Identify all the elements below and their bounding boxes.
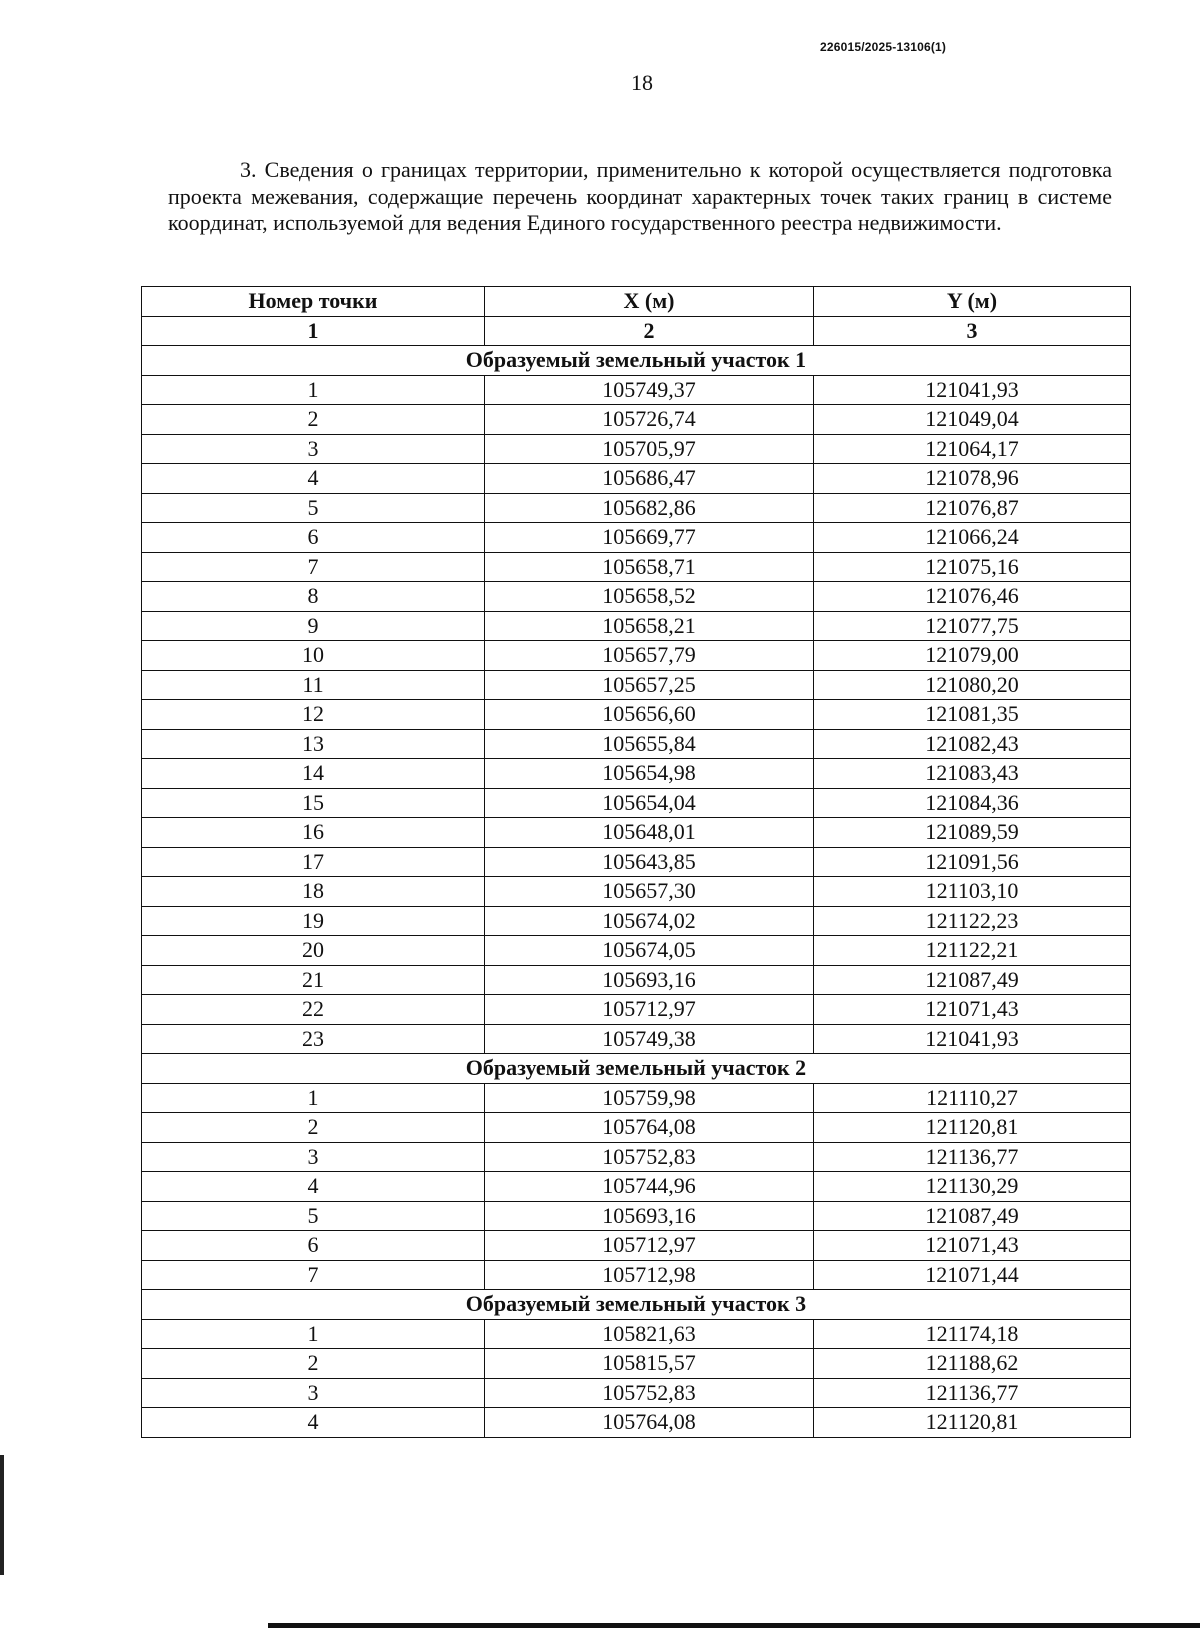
x-coordinate-cell: 105744,96 <box>485 1172 814 1202</box>
point-number-cell: 23 <box>142 1024 485 1054</box>
point-number-cell: 12 <box>142 700 485 730</box>
y-coordinate-cell: 121083,43 <box>814 759 1131 789</box>
table-row <box>142 995 1131 1025</box>
table-header-row <box>142 287 1131 317</box>
point-number-cell: 21 <box>142 965 485 995</box>
x-coordinate-cell: 105705,97 <box>485 434 814 464</box>
x-coordinate-cell: 105658,52 <box>485 582 814 612</box>
x-coordinate-cell: 105674,02 <box>485 906 814 936</box>
section-title: Образуемый земельный участок 1 <box>142 346 1131 376</box>
point-number-cell: 9 <box>142 611 485 641</box>
section-title-row <box>142 1054 1131 1084</box>
y-coordinate-cell: 121066,24 <box>814 523 1131 553</box>
table-row <box>142 788 1131 818</box>
section-title-row <box>142 1290 1131 1320</box>
y-coordinate-cell: 121120,81 <box>814 1408 1131 1438</box>
x-coordinate-cell: 105764,08 <box>485 1113 814 1143</box>
x-coordinate-cell: 105759,98 <box>485 1083 814 1113</box>
table-row <box>142 1231 1131 1261</box>
y-coordinate-cell: 121076,87 <box>814 493 1131 523</box>
table-row <box>142 877 1131 907</box>
x-coordinate-cell: 105674,05 <box>485 936 814 966</box>
table-row <box>142 759 1131 789</box>
point-number-cell: 2 <box>142 1349 485 1379</box>
y-coordinate-cell: 121041,93 <box>814 1024 1131 1054</box>
y-coordinate-cell: 121103,10 <box>814 877 1131 907</box>
x-coordinate-cell: 105654,98 <box>485 759 814 789</box>
x-coordinate-cell: 105658,71 <box>485 552 814 582</box>
x-coordinate-cell: 105682,86 <box>485 493 814 523</box>
y-coordinate-cell: 121077,75 <box>814 611 1131 641</box>
boundary-coordinates-table <box>141 286 1131 1438</box>
table-row <box>142 1172 1131 1202</box>
section-title: Образуемый земельный участок 3 <box>142 1290 1131 1320</box>
y-coordinate-cell: 121136,77 <box>814 1142 1131 1172</box>
table-row <box>142 405 1131 435</box>
y-coordinate-cell: 121081,35 <box>814 700 1131 730</box>
y-coordinate-cell: 121087,49 <box>814 1201 1131 1231</box>
column-header-y: Y (м) <box>814 287 1131 317</box>
section-title: Образуемый земельный участок 2 <box>142 1054 1131 1084</box>
point-number-cell: 17 <box>142 847 485 877</box>
y-coordinate-cell: 121122,21 <box>814 936 1131 966</box>
x-coordinate-cell: 105643,85 <box>485 847 814 877</box>
scan-bottom-edge <box>268 1623 1200 1628</box>
x-coordinate-cell: 105656,60 <box>485 700 814 730</box>
point-number-cell: 7 <box>142 1260 485 1290</box>
x-coordinate-cell: 105669,77 <box>485 523 814 553</box>
table-row <box>142 1349 1131 1379</box>
table-row <box>142 1113 1131 1143</box>
table-row <box>142 1201 1131 1231</box>
y-coordinate-cell: 121071,44 <box>814 1260 1131 1290</box>
y-coordinate-cell: 121136,77 <box>814 1378 1131 1408</box>
y-coordinate-cell: 121089,59 <box>814 818 1131 848</box>
y-coordinate-cell: 121082,43 <box>814 729 1131 759</box>
y-coordinate-cell: 121079,00 <box>814 641 1131 671</box>
y-coordinate-cell: 121110,27 <box>814 1083 1131 1113</box>
table-row <box>142 1319 1131 1349</box>
point-number-cell: 1 <box>142 375 485 405</box>
table-row <box>142 965 1131 995</box>
table-row <box>142 700 1131 730</box>
x-coordinate-cell: 105712,97 <box>485 995 814 1025</box>
y-coordinate-cell: 121174,18 <box>814 1319 1131 1349</box>
table-row <box>142 906 1131 936</box>
x-coordinate-cell: 105712,98 <box>485 1260 814 1290</box>
x-coordinate-cell: 105657,30 <box>485 877 814 907</box>
point-number-cell: 4 <box>142 1172 485 1202</box>
column-header-point-number: Номер точки <box>142 287 485 317</box>
column-index-1: 1 <box>142 316 485 346</box>
x-coordinate-cell: 105693,16 <box>485 965 814 995</box>
column-index-2: 2 <box>485 316 814 346</box>
point-number-cell: 8 <box>142 582 485 612</box>
point-number-cell: 15 <box>142 788 485 818</box>
y-coordinate-cell: 121078,96 <box>814 464 1131 494</box>
point-number-cell: 20 <box>142 936 485 966</box>
x-coordinate-cell: 105764,08 <box>485 1408 814 1438</box>
table-row <box>142 729 1131 759</box>
table-row <box>142 847 1131 877</box>
x-coordinate-cell: 105657,25 <box>485 670 814 700</box>
x-coordinate-cell: 105712,97 <box>485 1231 814 1261</box>
y-coordinate-cell: 121071,43 <box>814 1231 1131 1261</box>
point-number-cell: 13 <box>142 729 485 759</box>
point-number-cell: 22 <box>142 995 485 1025</box>
x-coordinate-cell: 105686,47 <box>485 464 814 494</box>
column-header-x: X (м) <box>485 287 814 317</box>
x-coordinate-cell: 105658,21 <box>485 611 814 641</box>
y-coordinate-cell: 121064,17 <box>814 434 1131 464</box>
point-number-cell: 19 <box>142 906 485 936</box>
y-coordinate-cell: 121087,49 <box>814 965 1131 995</box>
table-row <box>142 552 1131 582</box>
y-coordinate-cell: 121130,29 <box>814 1172 1131 1202</box>
table-row <box>142 1083 1131 1113</box>
table-row <box>142 818 1131 848</box>
point-number-cell: 6 <box>142 1231 485 1261</box>
section-intro-paragraph: 3. Сведения о границах территории, применительно к которой осуществляется подготовка проекта межевания, содержащие перечень координат характерных точек таких границ в системе координат, используемой для ведения Единого государственного реестра недвижимости. <box>168 157 1112 235</box>
y-coordinate-cell: 121080,20 <box>814 670 1131 700</box>
column-index-3: 3 <box>814 316 1131 346</box>
y-coordinate-cell: 121076,46 <box>814 582 1131 612</box>
table-row <box>142 1408 1131 1438</box>
point-number-cell: 1 <box>142 1319 485 1349</box>
y-coordinate-cell: 121091,56 <box>814 847 1131 877</box>
point-number-cell: 5 <box>142 1201 485 1231</box>
table-row <box>142 434 1131 464</box>
point-number-cell: 4 <box>142 464 485 494</box>
table-row <box>142 1260 1131 1290</box>
y-coordinate-cell: 121075,16 <box>814 552 1131 582</box>
table-row <box>142 670 1131 700</box>
point-number-cell: 16 <box>142 818 485 848</box>
table-row <box>142 1024 1131 1054</box>
column-index-row <box>142 316 1131 346</box>
point-number-cell: 5 <box>142 493 485 523</box>
section-title-row <box>142 346 1131 376</box>
table-row <box>142 1142 1131 1172</box>
x-coordinate-cell: 105749,38 <box>485 1024 814 1054</box>
point-number-cell: 4 <box>142 1408 485 1438</box>
table-row <box>142 523 1131 553</box>
y-coordinate-cell: 121084,36 <box>814 788 1131 818</box>
table-row <box>142 611 1131 641</box>
table-row <box>142 936 1131 966</box>
x-coordinate-cell: 105752,83 <box>485 1378 814 1408</box>
point-number-cell: 7 <box>142 552 485 582</box>
y-coordinate-cell: 121071,43 <box>814 995 1131 1025</box>
x-coordinate-cell: 105657,79 <box>485 641 814 671</box>
x-coordinate-cell: 105654,04 <box>485 788 814 818</box>
x-coordinate-cell: 105655,84 <box>485 729 814 759</box>
point-number-cell: 3 <box>142 434 485 464</box>
y-coordinate-cell: 121120,81 <box>814 1113 1131 1143</box>
page-number: 18 <box>631 70 653 95</box>
x-coordinate-cell: 105648,01 <box>485 818 814 848</box>
point-number-cell: 10 <box>142 641 485 671</box>
point-number-cell: 11 <box>142 670 485 700</box>
point-number-cell: 2 <box>142 1113 485 1143</box>
y-coordinate-cell: 121188,62 <box>814 1349 1131 1379</box>
x-coordinate-cell: 105726,74 <box>485 405 814 435</box>
table-body <box>142 346 1131 1438</box>
x-coordinate-cell: 105815,57 <box>485 1349 814 1379</box>
point-number-cell: 3 <box>142 1378 485 1408</box>
y-coordinate-cell: 121049,04 <box>814 405 1131 435</box>
table-row <box>142 582 1131 612</box>
table-row <box>142 375 1131 405</box>
point-number-cell: 1 <box>142 1083 485 1113</box>
table-row <box>142 493 1131 523</box>
x-coordinate-cell: 105693,16 <box>485 1201 814 1231</box>
y-coordinate-cell: 121041,93 <box>814 375 1131 405</box>
point-number-cell: 6 <box>142 523 485 553</box>
table-row <box>142 464 1131 494</box>
point-number-cell: 18 <box>142 877 485 907</box>
table-row <box>142 641 1131 671</box>
point-number-cell: 3 <box>142 1142 485 1172</box>
point-number-cell: 2 <box>142 405 485 435</box>
x-coordinate-cell: 105752,83 <box>485 1142 814 1172</box>
table-row <box>142 1378 1131 1408</box>
scan-left-edge-mark <box>0 1455 4 1575</box>
x-coordinate-cell: 105821,63 <box>485 1319 814 1349</box>
y-coordinate-cell: 121122,23 <box>814 906 1131 936</box>
x-coordinate-cell: 105749,37 <box>485 375 814 405</box>
point-number-cell: 14 <box>142 759 485 789</box>
document-registration-number: 226015/2025-13106(1) <box>820 40 947 54</box>
